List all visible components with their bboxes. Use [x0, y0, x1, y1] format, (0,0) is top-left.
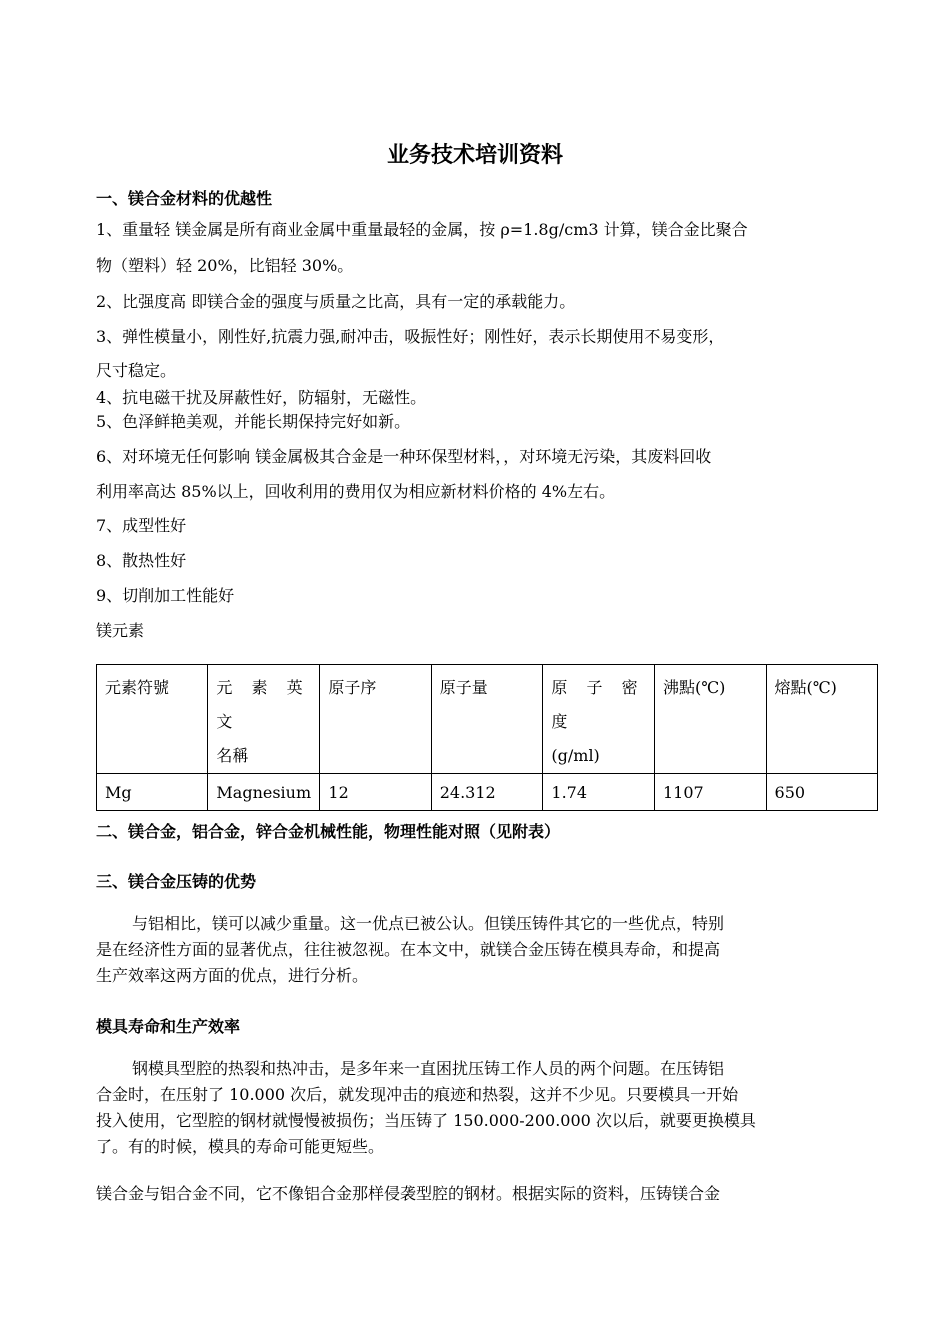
item-8: 8、散热性好	[96, 551, 187, 570]
subheading-mold-life: 模具寿命和生产效率	[96, 1017, 241, 1036]
item-3-line-2: 尺寸稳定。	[96, 361, 177, 380]
item-3-line-1: 3、弹性模量小，刚性好,抗震力强,耐冲击，吸振性好；刚性好，表示长期使用不易变形，	[96, 327, 725, 346]
item-1-line-1: 1、重量轻 镁金属是所有商业金属中重量最轻的金属，按 ρ=1.8g/cm3 计算，镁合金比聚合	[96, 220, 748, 239]
header-cell-melting-point: 熔點(℃)	[766, 665, 877, 774]
header-cell-density: 原 子 密 度 (g/ml)	[543, 665, 655, 774]
table-cell: Magnesium	[208, 774, 320, 811]
magnesium-element-table	[96, 664, 878, 811]
table-cell: 1.74	[543, 774, 655, 811]
item-9: 9、切削加工性能好	[96, 586, 235, 605]
table-header-row	[97, 665, 878, 774]
header-cell-atomic-number: 原子序	[320, 665, 431, 774]
section-3-paragraph-2: 钢模具型腔的热裂和热冲击，是多年来一直困扰压铸工作人员的两个问题。在压铸铝 合金时，在压射了 10.000 次后，就发现冲击的痕迹和热裂，这并不少见。只要模具一开始 投入使用，它型腔的钢材就慢慢被损伤；当压铸了 150.000-200.000 次以后，就要更换模具 了。有的时候，模具的寿命可能更短些。	[96, 1059, 756, 1156]
table-cell: 650	[766, 774, 877, 811]
item-6-line-1: 6、对环境无任何影响 镁金属极其合金是一种环保型材料，，对环境无污染，其废料回收	[96, 447, 712, 466]
header-cell-boiling-point: 沸點(℃)	[654, 665, 766, 774]
section-3-paragraph-1: 与铝相比，镁可以减少重量。这一优点已被公认。但镁压铸件其它的一些优点，特别 是在经济性方面的显著优点，往往被忽视。在本文中，就镁合金压铸在模具寿命，和提高 生产效率这两方面的优点，进行分析。	[96, 914, 725, 985]
header-cell-symbol: 元素符號	[97, 665, 208, 774]
table-row	[97, 774, 878, 811]
section-2-heading: 二、镁合金，铝合金，锌合金机械性能，物理性能对照（见附表）	[96, 822, 561, 841]
table-cell: 24.312	[431, 774, 543, 811]
document-title: 业务技术培训资料	[386, 143, 563, 168]
item-4: 4、抗电磁干扰及屏蔽性好，防辐射，无磁性。	[96, 388, 427, 407]
section-3-paragraph-3: 镁合金与铝合金不同，它不像铝合金那样侵袭型腔的钢材。根据实际的资料，压铸镁合金	[96, 1184, 721, 1203]
item-6-line-2: 利用率高达 85%以上，回收利用的费用仅为相应新材料价格的 4%左右。	[96, 482, 616, 501]
header-cell-atomic-weight: 原子量	[431, 665, 543, 774]
item-2: 2、比强度高 即镁合金的强度与质量之比高，具有一定的承载能力。	[96, 292, 576, 311]
header-cell-english-name: 元 素 英 文 名稱	[208, 665, 320, 774]
item-7: 7、成型性好	[96, 516, 187, 535]
section-3-heading: 三、镁合金压铸的优势	[96, 872, 257, 891]
item-5: 5、色泽鲜艳美观，并能长期保持完好如新。	[96, 412, 411, 431]
table-cell: Mg	[97, 774, 208, 811]
table-caption: 镁元素	[96, 621, 145, 640]
section-1-heading: 一、镁合金材料的优越性	[96, 189, 273, 208]
item-1-line-2: 物（塑料）轻 20%，比铝轻 30%。	[96, 256, 354, 275]
table-cell: 12	[320, 774, 431, 811]
table-cell: 1107	[654, 774, 766, 811]
